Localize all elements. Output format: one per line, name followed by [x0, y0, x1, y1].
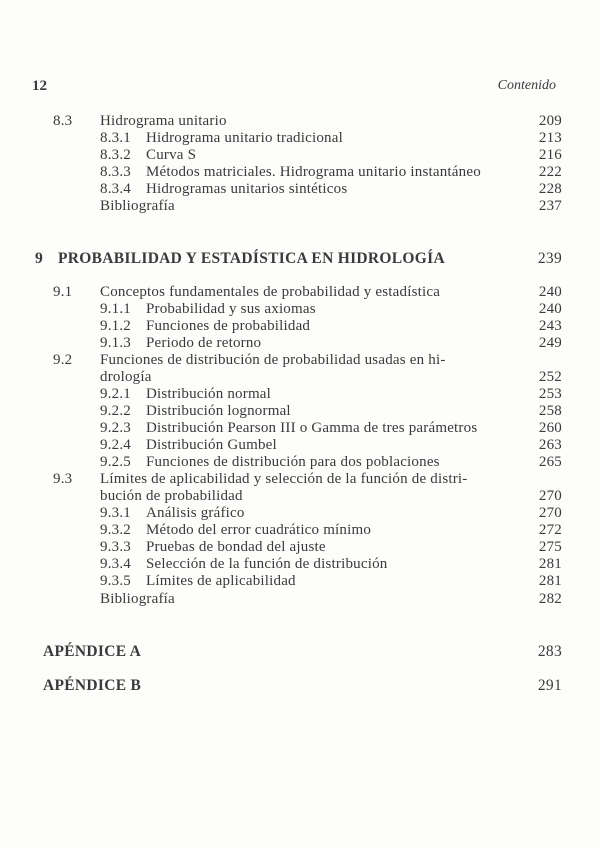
entry-page: 281 — [538, 556, 562, 572]
toc-entry — [0, 539, 600, 556]
entry-number: 9.1.2 — [100, 318, 131, 334]
toc-entry — [0, 181, 600, 198]
entry-number: 9.2.3 — [100, 420, 131, 436]
entry-number: 9.2.1 — [100, 386, 131, 402]
entry-title: Periodo de retorno — [146, 335, 262, 351]
entry-number: 9.2.4 — [100, 437, 131, 453]
entry-title: Hidrograma unitario tradicional — [146, 130, 343, 146]
toc-entry — [0, 403, 600, 420]
entry-number: 9.2.5 — [100, 454, 131, 470]
entry-number: 9.2 — [53, 352, 73, 368]
entry-page: 222 — [538, 164, 562, 180]
entry-number: 9 — [35, 250, 44, 267]
entry-page: 253 — [538, 386, 562, 402]
entry-page: 263 — [538, 437, 562, 453]
toc-entry — [0, 643, 600, 660]
entry-title: Límites de aplicabilidad — [146, 573, 296, 589]
toc-entry — [0, 677, 600, 694]
toc-entry — [0, 556, 600, 573]
running-title: Contenido — [497, 78, 556, 93]
toc-entry — [0, 522, 600, 539]
entry-number: 9.1.1 — [100, 301, 131, 317]
entry-title: Hidrograma unitario — [100, 113, 227, 129]
entry-number: 9.3.2 — [100, 522, 131, 538]
entry-title: APÉNDICE B — [43, 677, 142, 694]
toc-entry — [0, 369, 600, 386]
toc-entry — [0, 198, 600, 215]
entry-number: 9.2.2 — [100, 403, 131, 419]
toc-entry — [0, 505, 600, 522]
entry-title: Límites de aplicabilidad y selección de la función de distri- — [100, 471, 468, 487]
entry-page: 283 — [537, 643, 562, 660]
entry-page: 281 — [538, 573, 562, 589]
entry-title: Distribución Gumbel — [146, 437, 277, 453]
entry-page: 240 — [538, 301, 562, 317]
entry-page: 291 — [537, 677, 562, 694]
entry-number: 9.3.4 — [100, 556, 131, 572]
entry-title: Pruebas de bondad del ajuste — [146, 539, 326, 555]
entry-title: Selección de la función de distribución — [146, 556, 388, 572]
entry-title: Bibliografía — [100, 198, 175, 214]
entry-page: 282 — [538, 591, 562, 607]
toc-entry — [0, 113, 600, 130]
entry-title: drología — [100, 369, 152, 385]
toc-entry — [0, 301, 600, 318]
entry-page: 275 — [538, 539, 562, 555]
entry-page: 249 — [538, 335, 562, 351]
entry-page: 270 — [538, 488, 562, 504]
entry-title: bución de probabilidad — [100, 488, 243, 504]
entry-page: 252 — [538, 369, 562, 385]
toc-entry — [0, 437, 600, 454]
entry-title: Análisis gráfico — [146, 505, 245, 521]
entry-title: Curva S — [146, 147, 197, 163]
toc-entry — [0, 147, 600, 164]
toc-entry — [0, 164, 600, 181]
toc-entry — [0, 591, 600, 608]
entry-title: Método del error cuadrático mínimo — [146, 522, 372, 538]
entry-number: 8.3 — [53, 113, 73, 129]
toc-entry — [0, 573, 600, 590]
entry-number: 9.3 — [53, 471, 73, 487]
entry-page: 243 — [538, 318, 562, 334]
entry-title: Probabilidad y sus axiomas — [146, 301, 316, 317]
entry-title: Métodos matriciales. Hidrograma unitario instantáneo — [146, 164, 481, 180]
entry-page: 258 — [538, 403, 562, 419]
entry-title: Distribución Pearson III o Gamma de tres parámetros — [146, 420, 478, 436]
entry-title: PROBABILIDAD Y ESTADÍSTICA EN HIDROLOGÍA — [58, 250, 445, 267]
entry-page: 239 — [537, 250, 562, 267]
toc-entry — [0, 471, 600, 488]
entry-number: 9.1.3 — [100, 335, 131, 351]
entry-title: Distribución lognormal — [146, 403, 291, 419]
entry-title: Conceptos fundamentales de probabilidad y estadística — [100, 284, 441, 300]
entry-number: 9.1 — [53, 284, 73, 300]
toc-entry — [0, 386, 600, 403]
entry-number: 8.3.2 — [100, 147, 131, 163]
toc-entry — [0, 130, 600, 147]
toc-entry — [0, 488, 600, 505]
entry-page: 260 — [538, 420, 562, 436]
entry-title: APÉNDICE A — [43, 643, 142, 660]
entry-number: 9.3.1 — [100, 505, 131, 521]
toc-entry — [0, 454, 600, 471]
toc-entry — [0, 250, 600, 267]
entry-number: 8.3.4 — [100, 181, 131, 197]
entry-page: 240 — [538, 284, 562, 300]
entry-title: Funciones de probabilidad — [146, 318, 311, 334]
entry-page: 228 — [538, 181, 562, 197]
entry-title: Bibliografía — [100, 591, 175, 607]
entry-number: 8.3.1 — [100, 130, 131, 146]
entry-title: Distribución normal — [146, 386, 272, 402]
toc-entry — [0, 352, 600, 369]
entry-title: Funciones de distribución de probabilidad usadas en hi- — [100, 352, 446, 368]
entry-number: 8.3.3 — [100, 164, 131, 180]
entry-page: 216 — [538, 147, 562, 163]
toc-entry — [0, 284, 600, 301]
entry-number: 9.3.5 — [100, 573, 131, 589]
entry-title: Funciones de distribución para dos poblaciones — [146, 454, 440, 470]
entry-page: 265 — [538, 454, 562, 470]
entry-page: 213 — [538, 130, 562, 146]
entry-page: 272 — [538, 522, 562, 538]
entry-page: 209 — [538, 113, 562, 129]
entry-title: Hidrogramas unitarios sintéticos — [146, 181, 348, 197]
toc-entry — [0, 420, 600, 437]
page-number: 12 — [32, 78, 47, 94]
entry-number: 9.3.3 — [100, 539, 131, 555]
toc-entry — [0, 318, 600, 335]
entry-page: 237 — [538, 198, 562, 214]
toc-entry — [0, 335, 600, 352]
entry-page: 270 — [538, 505, 562, 521]
